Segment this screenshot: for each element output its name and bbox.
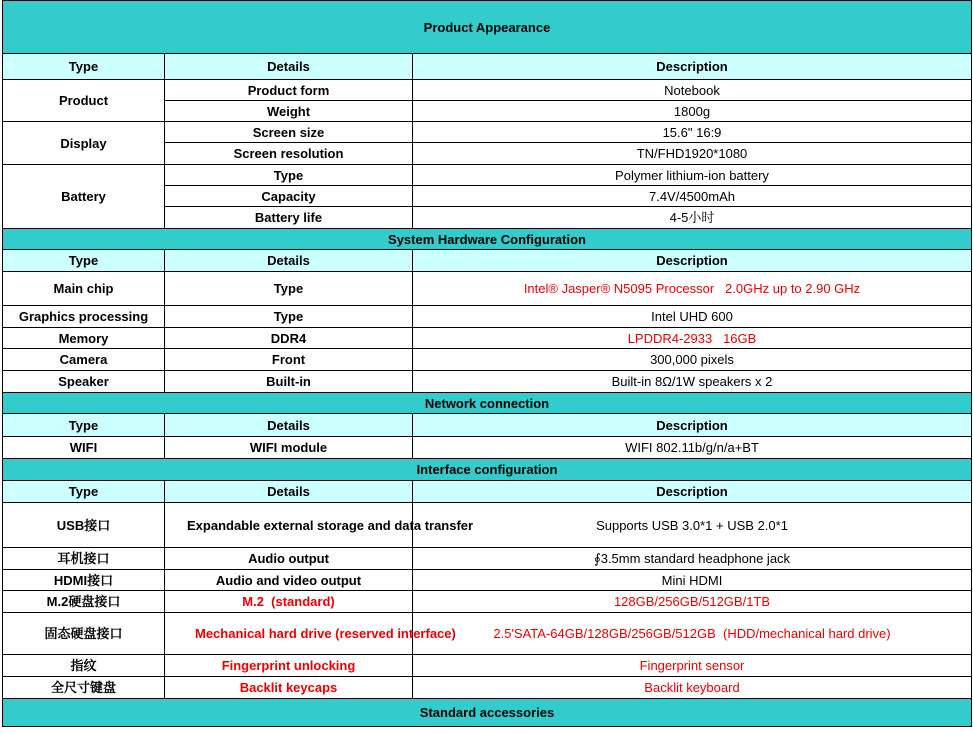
type-cell: Camera bbox=[3, 349, 165, 371]
section-row bbox=[3, 459, 972, 481]
description-cell: 1800g bbox=[413, 101, 972, 122]
header-type: Type bbox=[3, 54, 165, 80]
table-row bbox=[3, 349, 972, 371]
table-row bbox=[3, 328, 972, 349]
section-title-network: Network connection bbox=[3, 393, 972, 414]
description-cell: 7.4V/4500mAh bbox=[413, 186, 972, 207]
details-cell: Expandable external storage and data transfer bbox=[165, 503, 413, 548]
type-cell: Speaker bbox=[3, 371, 165, 393]
description-cell: 300,000 pixels bbox=[413, 349, 972, 371]
section-row bbox=[3, 1, 972, 54]
table-row bbox=[3, 613, 972, 655]
details-cell: M.2 (standard) bbox=[165, 591, 413, 613]
header-description: Description bbox=[413, 54, 972, 80]
table-row bbox=[3, 80, 972, 101]
type-cell: Battery bbox=[3, 165, 165, 229]
section-row bbox=[3, 229, 972, 250]
section-title-appearance: Product Appearance bbox=[3, 1, 972, 54]
description-cell: Built-in 8Ω/1W speakers x 2 bbox=[413, 371, 972, 393]
header-details: Details bbox=[165, 414, 413, 437]
description-cell: WIFI 802.11b/g/n/a+BT bbox=[413, 437, 972, 459]
table-row bbox=[3, 548, 972, 570]
details-cell: Screen resolution bbox=[165, 143, 413, 165]
description-cell: Backlit keyboard bbox=[413, 677, 972, 699]
type-cell: HDMI接口 bbox=[3, 570, 165, 591]
section-title-interface: Interface configuration bbox=[3, 459, 972, 481]
type-cell: WIFI bbox=[3, 437, 165, 459]
header-type: Type bbox=[3, 250, 165, 272]
details-cell: Type bbox=[165, 306, 413, 328]
type-cell: Product bbox=[3, 80, 165, 122]
table-row bbox=[3, 570, 972, 591]
details-cell: DDR4 bbox=[165, 328, 413, 349]
type-cell: 指纹 bbox=[3, 655, 165, 677]
table-row bbox=[3, 503, 972, 548]
header-type: Type bbox=[3, 414, 165, 437]
header-row bbox=[3, 481, 972, 503]
description-cell: LPDDR4-2933 16GB bbox=[413, 328, 972, 349]
section-title-hardware: System Hardware Configuration bbox=[3, 229, 972, 250]
type-cell: 全尺寸键盘 bbox=[3, 677, 165, 699]
details-cell: Weight bbox=[165, 101, 413, 122]
section-row bbox=[3, 699, 972, 727]
type-cell: M.2硬盘接口 bbox=[3, 591, 165, 613]
type-cell: Memory bbox=[3, 328, 165, 349]
description-cell: 4-5小时 bbox=[413, 207, 972, 229]
description-cell: 15.6" 16:9 bbox=[413, 122, 972, 143]
section-title-accessories: Standard accessories bbox=[3, 699, 972, 727]
header-details: Details bbox=[165, 54, 413, 80]
details-cell: Capacity bbox=[165, 186, 413, 207]
details-cell: Type bbox=[165, 165, 413, 186]
section-row bbox=[3, 393, 972, 414]
table-row bbox=[3, 677, 972, 699]
table-row bbox=[3, 437, 972, 459]
table-row bbox=[3, 122, 972, 143]
details-cell: Product form bbox=[165, 80, 413, 101]
type-cell: 固态硬盘接口 bbox=[3, 613, 165, 655]
header-description: Description bbox=[413, 250, 972, 272]
description-cell: 128GB/256GB/512GB/1TB bbox=[413, 591, 972, 613]
header-details: Details bbox=[165, 250, 413, 272]
details-cell: Screen size bbox=[165, 122, 413, 143]
description-cell: Supports USB 3.0*1 + USB 2.0*1 bbox=[413, 503, 972, 548]
details-cell: Built-in bbox=[165, 371, 413, 393]
table-row bbox=[3, 371, 972, 393]
table-row bbox=[3, 591, 972, 613]
details-cell: Type bbox=[165, 272, 413, 306]
details-cell: Mechanical hard drive (reserved interface) bbox=[165, 613, 413, 655]
header-description: Description bbox=[413, 414, 972, 437]
description-cell: 2.5'SATA-64GB/128GB/256GB/512GB (HDD/mechanical hard drive) bbox=[413, 613, 972, 655]
details-cell: Battery life bbox=[165, 207, 413, 229]
type-cell: Graphics processing bbox=[3, 306, 165, 328]
description-cell: Polymer lithium-ion battery bbox=[413, 165, 972, 186]
details-cell: Backlit keycaps bbox=[165, 677, 413, 699]
header-row bbox=[3, 54, 972, 80]
header-details: Details bbox=[165, 481, 413, 503]
details-cell: Front bbox=[165, 349, 413, 371]
description-cell: Mini HDMI bbox=[413, 570, 972, 591]
table-row bbox=[3, 272, 972, 306]
details-cell: Audio output bbox=[165, 548, 413, 570]
header-row bbox=[3, 414, 972, 437]
details-cell: WIFI module bbox=[165, 437, 413, 459]
description-cell: Intel® Jasper® N5095 Processor 2.0GHz up to 2.90 GHz bbox=[413, 272, 972, 306]
type-cell: Display bbox=[3, 122, 165, 165]
description-cell: TN/FHD1920*1080 bbox=[413, 143, 972, 165]
details-cell: Fingerprint unlocking bbox=[165, 655, 413, 677]
type-cell: 耳机接口 bbox=[3, 548, 165, 570]
header-description: Description bbox=[413, 481, 972, 503]
table-row bbox=[3, 165, 972, 186]
description-cell: Notebook bbox=[413, 80, 972, 101]
description-cell: Fingerprint sensor bbox=[413, 655, 972, 677]
type-cell: Main chip bbox=[3, 272, 165, 306]
header-row bbox=[3, 250, 972, 272]
spec-table bbox=[2, 0, 972, 727]
description-cell: Intel UHD 600 bbox=[413, 306, 972, 328]
table-row bbox=[3, 306, 972, 328]
type-cell: USB接口 bbox=[3, 503, 165, 548]
details-cell: Audio and video output bbox=[165, 570, 413, 591]
description-cell: ∮3.5mm standard headphone jack bbox=[413, 548, 972, 570]
header-type: Type bbox=[3, 481, 165, 503]
table-row bbox=[3, 655, 972, 677]
